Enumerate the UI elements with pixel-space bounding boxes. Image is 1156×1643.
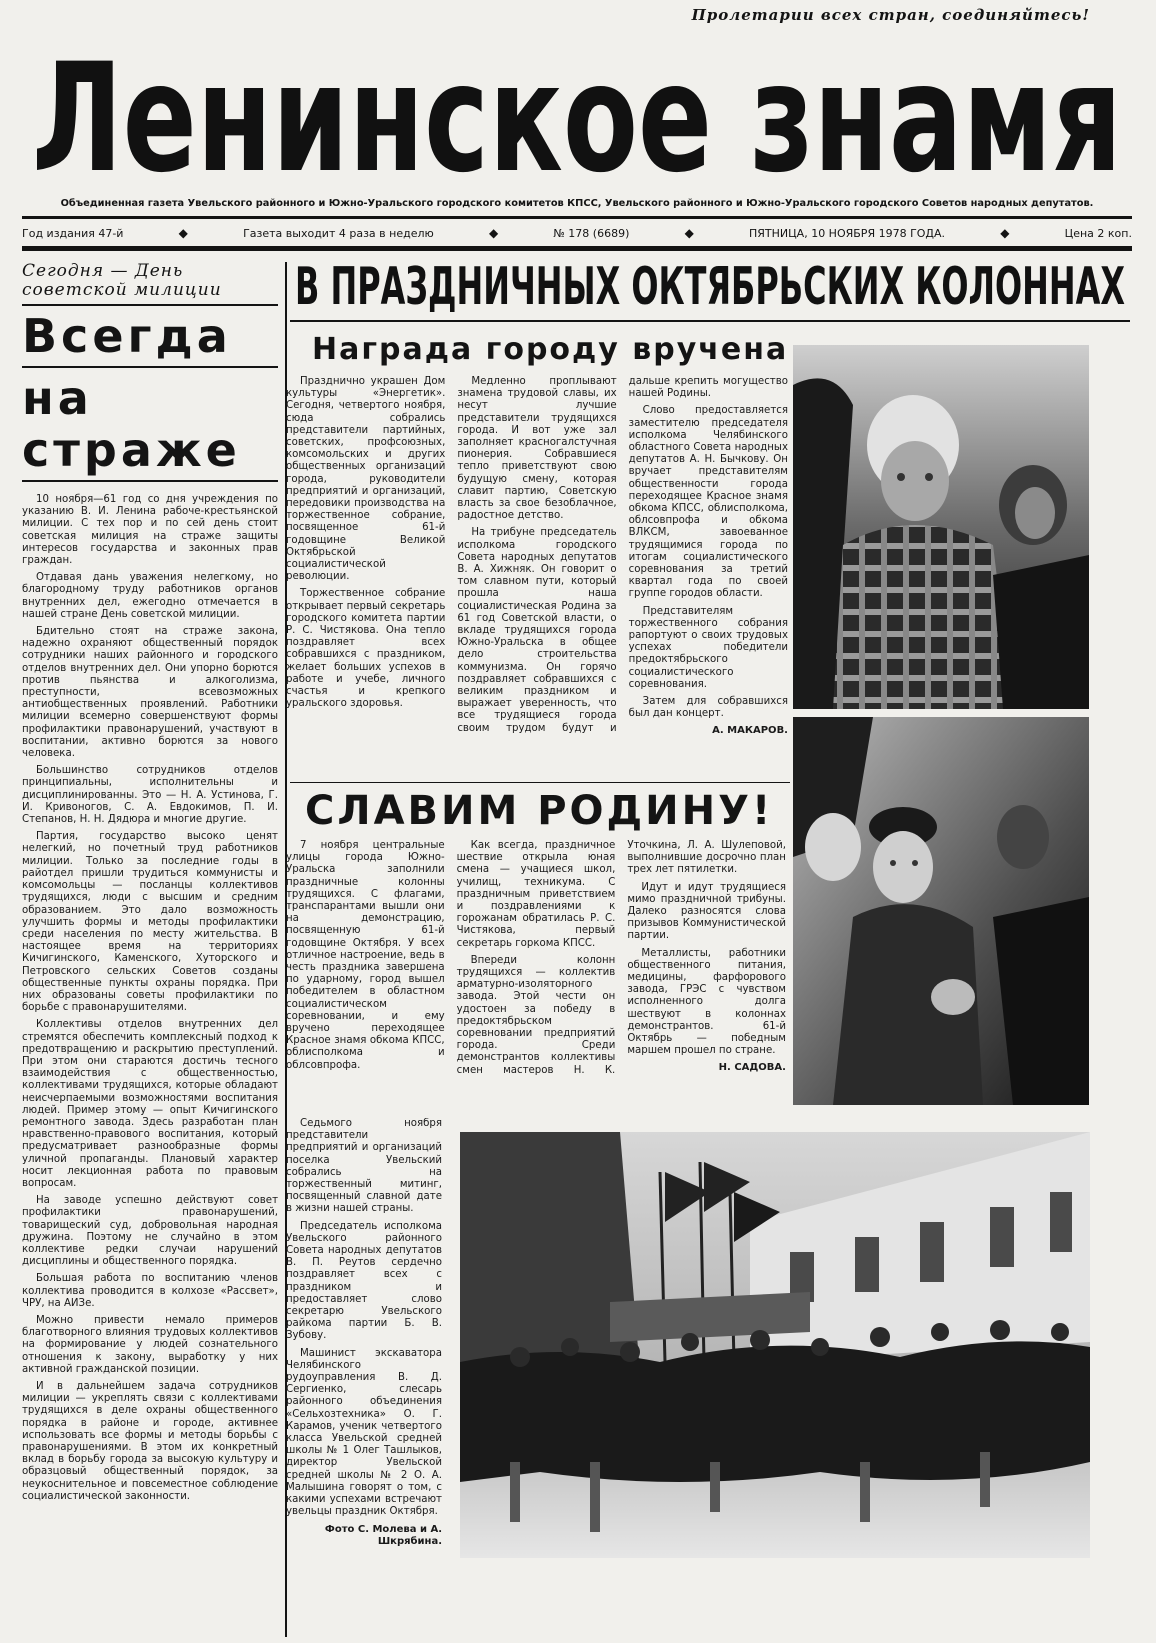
header-rule	[22, 216, 1132, 219]
article-paragraph: Большинство сотрудников отделов принципиальны, исполнительны и дисциплинированны. Это — Н. А. Устинова, Г. И. Кривоногов, С. А. Евдокимов, П. И. Степанов, Н. Н. Дядюра и многие другие.	[22, 765, 278, 826]
article-paragraph: Бдительно стоят на страже закона, надежно охраняют общественный порядок сотрудники наших районного и городского отделов внутренних дел. Они упорно борются против пьянства и алкоголизма, преступности, всевозможных антиобщественных проявлений. Работники милиции всемерно совершенствуют формы профилактики правонарушений, участвуют в воспитании, активно борются за нового человека.	[22, 626, 278, 760]
diamond-icon: ◆	[1000, 226, 1010, 240]
article-paragraph: Партия, государство высоко ценят нелегкий, но почетный труд работников милиции. Только за последние годы в райотдел пришли трудиться коммунисты и комсомольцы — посланцы коллективов трудящихся, люди с высшим и средним образованием. Это дало возможность улучшить формы и методы профилактики среди населения по месту жительства. В настоящее время на территориях Кичигинского, Каменского, Хуторского и Петровского сельских Советов созданы общественные пункты охраны порядка. При них образованы советы профилактики по борьбе с правонарушителями.	[22, 831, 278, 1014]
article-paragraph: 10 ноября—61 год со дня учреждения по указанию В. И. Ленина рабоче-крестьянской милиции. С тех пор и по сей день стоит советская милиция на страже защиты интересов государства и законных прав граждан.	[22, 494, 278, 567]
left-article-kicker: Сегодня — День советской милиции	[22, 262, 222, 300]
article1-signature: А. МАКАРОВ.	[712, 725, 788, 737]
photo-demonstration-crowd	[793, 717, 1089, 1105]
issue-info-bar	[22, 226, 1132, 240]
article-paragraph: Идут и идут трудящиеся мимо праздничной трибуны. Далеко разносятся слова призывов Коммунистической партии.	[627, 881, 786, 942]
left-article-body	[22, 494, 278, 1503]
publication-frequency: Газета выходит 4 раза в неделю	[243, 226, 434, 240]
article-paragraph: Медленно проплывают знамена трудовой славы, их несут лучшие представители трудящихся города. И вот уже зал заполняет красногалстучная пионерия. Собравшиеся тепло приветствуют свою будущую смену, которая славит партию, Советскую власть за свое безоблачное, радостное детство.	[457, 376, 617, 522]
article-paragraph: И в дальнейшем задача сотрудников милиции — укреплять связи с коллективами трудящихся в деле охраны общественного порядка в районе и городе, активнее использовать все формы и методы борьбы с правонарушениями. В этом их конкретный вклад в борьбу города за высокую культуру и образцовый общественный порядок, за неукоснительное и повсеместное соблюдение социалистической законности.	[22, 1381, 278, 1502]
article2-headline: СЛАВИМ РОДИНУ!	[305, 788, 774, 834]
photo-credit: Фото С. Молева и А. Шкрябина.	[324, 1523, 442, 1547]
article-paragraph: Слово предоставляется заместителю председателя исполкома Челябинского областного Совета народных депутатов А. Н. Бычкову. Он вручает представителям общественности города переходящее Красное знамя обкома КПСС, облисполкома, облсовпрофа и обкома ВЛКСМ, завоеванное трудящимися города по итогам социалистического соревнования за третий квартал года по своей группе городов области.	[628, 405, 788, 600]
article-separator-rule	[290, 782, 790, 783]
article-paragraph: Председатель исполкома Увельского районного Совета народных депутатов В. П. Реутов сердечно поздравляет всех с праздником и предоставляет слово секретарю Увельского райкома партии Б. В. Зубову.	[286, 1220, 442, 1342]
article-paragraph: На трибуне председатель исполкома городского Совета народных депутатов В. А. Хижняк. Он говорит о том славном пути, который прошла наша социалистическая Родина за 61 год Советской власти, о вкладе трудящихся города Южно-Уральска в общее дело строительства коммунизма. Он горячо поздравляет собравшихся с великим праздником и выражает уверенность, что все трудящиеся города своим трудом будут и дальше крепить могущество нашей Родины.	[457, 376, 788, 734]
diamond-icon: ◆	[488, 226, 499, 240]
article-paragraph: Можно привести немало примеров благотворного влияния трудовых коллективов на формирование у людей сознательного отношения к закону, выработку у них активной гражданской позиции.	[22, 1315, 278, 1375]
issue-price: Цена 2 коп.	[1064, 226, 1132, 240]
newspaper-title-text: Ленинское знамя	[32, 32, 1122, 200]
article-paragraph: На заводе успешно действуют совет профилактики правонарушений, товарищеский суд, добровольная народная дружина. Поэтому не случайно в этом коллективе редки случаи нарушений дисциплины и общественного порядка.	[22, 1195, 278, 1268]
article1-body	[286, 376, 788, 768]
photo-award-ceremony	[793, 345, 1089, 709]
article-paragraph: Седьмого ноября представители предприятий и организаций поселка Увельский собрались на торжественный митинг, посвященный славной дате в жизни нашей страны.	[286, 1118, 442, 1215]
main-headline-rule	[290, 320, 1130, 322]
headline-rule	[22, 366, 278, 368]
left-article	[22, 262, 278, 1637]
diamond-icon: ◆	[684, 226, 694, 240]
article3-body	[286, 1118, 442, 1638]
article-paragraph: Впереди колонн трудящихся — коллектив арматурно-изоляторного завода. Этой чести он удостоен за победу в предоктябрьском соревновании предприятий города. Среди демонстрантов коллективы смен мастеров Н. К. Уточкина, Л. А. Шулеповой, выполнившие досрочно план трех лет пятилетки.	[456, 840, 786, 1076]
article-paragraph: Большая работа по воспитанию членов коллектива проводится в колхозе «Рассвет», ЧРУ, на АИЗе.	[22, 1273, 278, 1309]
main-headline-text: В ПРАЗДНИЧНЫХ ОКТЯБРЬСКИХ КОЛОННАХ	[295, 257, 1125, 314]
photo-uvelsky-rally	[460, 1132, 1090, 1558]
article-paragraph: Представителям торжественного собрания рапортуют о своих трудовых успехах победители предоктябрьского социалистического соревнования.	[628, 605, 788, 690]
left-article-headline-line2: на страже	[22, 371, 241, 477]
article2-body	[286, 840, 786, 1110]
headline-rule	[22, 480, 278, 482]
article2-signature: Н. САДОВА.	[718, 1062, 786, 1074]
header-thick-rule	[22, 246, 1132, 251]
article-paragraph: Металлисты, работники общественного питания, медицины, фарфорового завода, ГРЭС с чувством исполненного долга шествуют в колоннах демонстрантов. 61-й Октябрь — победным маршем прошел по стране.	[627, 947, 786, 1057]
issue-date: ПЯТНИЦА, 10 НОЯБРЯ 1978 ГОДА.	[749, 226, 946, 240]
issue-number: № 178 (6689)	[553, 226, 630, 240]
diamond-icon: ◆	[178, 226, 188, 240]
article-paragraph: Торжественное собрание открывает первый секретарь городского комитета партии Р. С. Чистякова. Она тепло поздравляет всех собравшихся с праздником, желает больших успехов в работе и учебе, личного счастья и крепкого уральского здоровья.	[286, 588, 446, 710]
article-paragraph: 7 ноября центральные улицы города Южно-Уральска заполнили праздничные колонны трудящихся. С флагами, транспарантами вышли они на демонстрацию, посвященную 61-й годовщине Октября. У всех отличное настроение, ведь в честь праздника завершена по ударному, город вышел победителем в областном социалистическом соревновании, и ему вручено переходящее Красное знамя обкома КПСС, облисполкома и облсовпрофа.	[286, 840, 445, 1071]
main-headline	[290, 254, 1130, 314]
article1-headline: Награда городу вручена	[312, 332, 789, 367]
article-paragraph: Как всегда, праздничное шествие открыла юная смена — учащиеся школ, училищ, техникума. С праздничным приветствием и поздравлениями к горожанам обратилась Р. С. Чистякова, первый секретарь горкома КПСС.	[456, 840, 616, 949]
article-paragraph: Празднично украшен Дом культуры «Энергетик». Сегодня, четвертого ноября, сюда собрались представители партийных, советских, профсоюзных, комсомольских и других общественных организаций города, руководители предприятий и организаций, передовики производства на торжественное собрание, посвященное 61-й годовщине Великой Октябрьской социалистической революции.	[286, 376, 446, 583]
article-paragraph: Коллективы отделов внутренних дел стремятся обеспечить комплексный подход к предотвращению и раскрытию преступлений. При этом они стараются достичь тесного взаимодействия с общественностью, коллективами трудящихся, которые обладают неисчерпаемыми возможностями воспитания людей. Пример этому — опыт Кичигинского ремонтного завода. Здесь разработан план нравственно-правового воспитания, который предусматривает разнообразные формы уличной пропаганды. Плановый характер носит лекционная работа по правовым вопросам.	[22, 1019, 278, 1189]
newspaper-subtitle: Объединенная газета Увельского районного и Южно-Уральского городского комитетов КПСС, Увельского районного и Южно-Уральского городского Советов народных депутатов.	[60, 198, 1094, 209]
article-paragraph: Машинист экскаватора Челябинского рудоуправления В. Д. Сергиенко, слесарь районного объединения «Сельхозтехника» О. Г. Карамов, ученик четвертого класса Увельской средней школы № 1 Олег Ташлыков, директор Увельской средней школы № 2 О. А. Малышина говорят о том, с какими успехами встречают увельцы праздник Октября.	[286, 1347, 442, 1518]
newspaper-title	[22, 10, 1132, 200]
article-paragraph: Отдавая дань уважения нелегкому, но благородному труду работников органов внутренних дел, ежегодно отмечается в нашей стране День советской милиции.	[22, 572, 278, 620]
publication-year: Год издания 47-й	[22, 226, 124, 240]
masthead-motto: Пролетарии всех стран, соединяйтесь!	[691, 6, 1090, 24]
kicker-rule	[22, 304, 278, 306]
left-article-headline-line1: Всегда	[22, 309, 232, 363]
article-paragraph: Затем для собравшихся был дан концерт.	[628, 696, 788, 720]
